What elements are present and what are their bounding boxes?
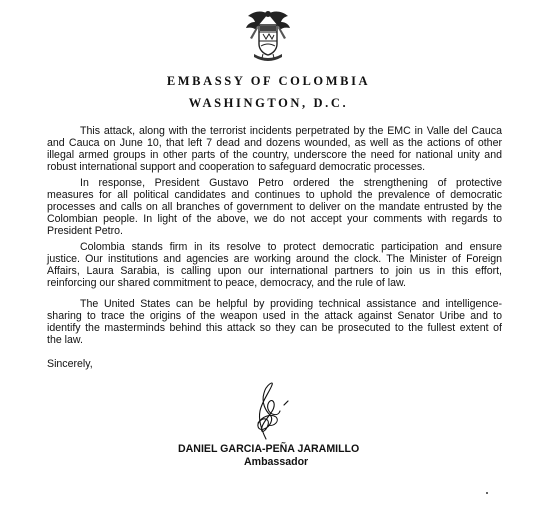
colombian-coat-of-arms-icon	[244, 8, 292, 64]
paragraph-line: Affairs, Laura Sarabia, is calling upon our international partners to join us in this effort,	[47, 264, 502, 277]
paragraph-line: Colombia stands firm in its resolve to protect democratic participation and ensure	[80, 241, 502, 253]
paragraph-4	[47, 299, 502, 347]
paragraph-line: illegal armed groups in other parts of the country, underscore the need for national unity and	[47, 148, 502, 161]
paragraph-line: robust international support and cooperation to safeguard democratic processes.	[47, 160, 426, 173]
paragraph-line: justice. Our institutions and agencies are working around the clock. The Minister of Foreign	[47, 252, 502, 265]
handwritten-signature	[236, 381, 298, 441]
paragraph-line: This attack, along with the terrorist incidents perpetrated by the EMC in Valle del Cauca	[80, 125, 502, 137]
paragraph-3	[47, 242, 502, 290]
paragraph-line: and Cauca on June 10, that left 7 dead and dozens wounded, as well as the actions of other	[47, 136, 502, 149]
embassy-heading: EMBASSY OF COLOMBIA	[166, 74, 371, 88]
paragraph-line: sharing to trace the origins of the weapon used in the attack against Senator Uribe and to	[47, 309, 502, 322]
paragraph-line: Colombian people. In light of the above, we do not accept your comments with regards to	[47, 212, 502, 225]
signer-name: DANIEL GARCIA-PEÑA JARAMILLO	[178, 443, 360, 455]
page-speck	[486, 492, 488, 494]
paragraph-line: reinforcing our shared commitment to peace, democracy, and the rule of law.	[47, 276, 406, 289]
closing-salutation: Sincerely,	[47, 358, 93, 370]
paragraph-2	[47, 178, 502, 238]
paragraph-1	[47, 126, 502, 174]
paragraph-line: measures for all political candidates and continues to uphold the prevalence of democratic	[47, 188, 502, 201]
paragraph-line: President Petro.	[47, 224, 123, 237]
paragraph-line: the law.	[47, 333, 83, 346]
paragraph-line: identify the masterminds behind this attack so they can be prosecuted to the fullest extent of	[47, 321, 502, 334]
paragraph-line: In response, President Gustavo Petro ordered the strengthening of protective	[80, 177, 502, 189]
signer-title: Ambassador	[244, 456, 309, 468]
paragraph-line: The United States can be helpful by providing technical assistance and intelligence-	[80, 298, 502, 310]
embassy-location-heading: WASHINGTON, D.C.	[188, 96, 349, 110]
paragraph-line: processes and calls on all branches of government to deliver on the mandate entrusted by the	[47, 200, 502, 213]
